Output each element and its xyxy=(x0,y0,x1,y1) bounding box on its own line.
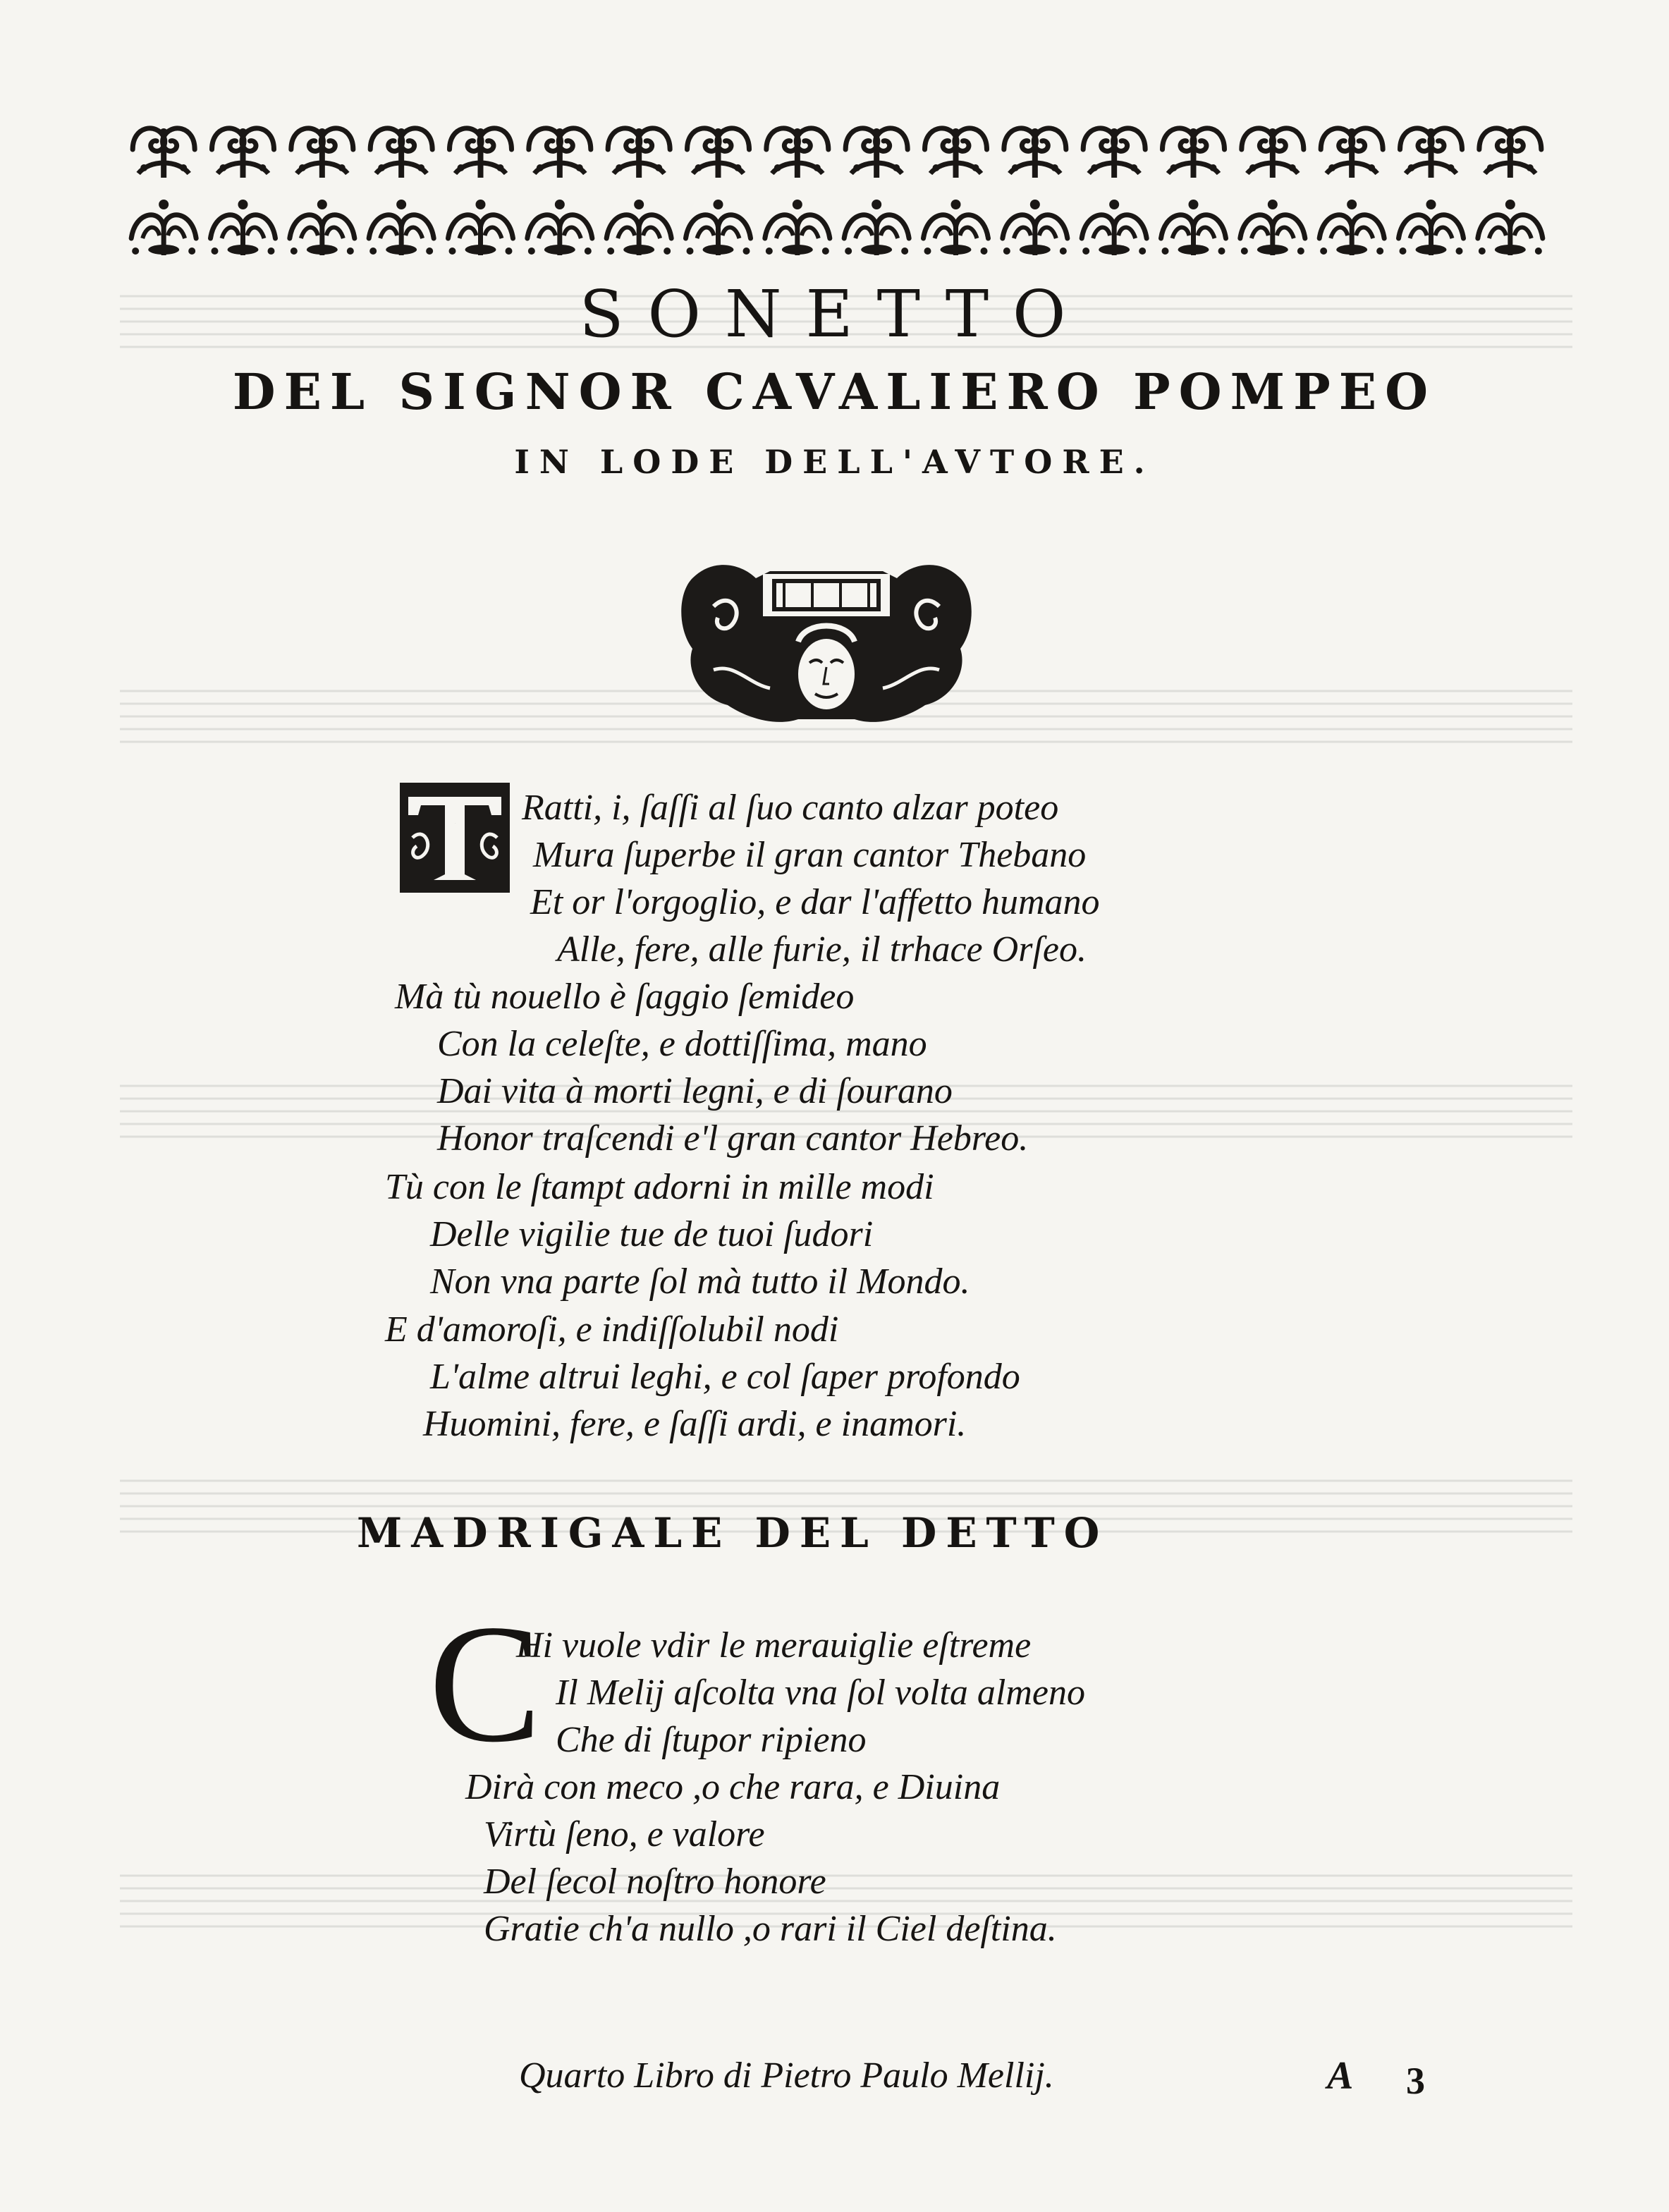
ornament-motif xyxy=(606,200,671,255)
ornament-motif xyxy=(765,200,830,255)
page-number: 3 xyxy=(1406,2060,1425,2102)
sonnet-line: Ratti, i, ſaſſi al ſuo canto alzar poteo xyxy=(522,788,1059,828)
ornament-motif xyxy=(1082,200,1147,255)
madrigal-line: Dirà con meco ,o che rara, e Diuina xyxy=(465,1767,1001,1807)
ornament-motif xyxy=(131,200,196,255)
ornament-motif xyxy=(1240,200,1305,255)
ornament-motif xyxy=(845,128,907,178)
madrigal-line: Che di ſtupor ripieno xyxy=(556,1720,867,1760)
madrigal-line: Il Melij aſcolta vna ſol volta almeno xyxy=(556,1673,1085,1713)
ornament-motif xyxy=(291,128,353,178)
ornament-motif xyxy=(1400,128,1462,178)
ornament-motif xyxy=(369,200,434,255)
ornament-motif xyxy=(1161,200,1226,255)
madrigal-verse xyxy=(465,1622,1085,1953)
ornament-motif xyxy=(687,128,750,178)
sonnet-line: Mura ſuperbe il gran cantor Thebano xyxy=(533,835,1087,875)
sonnet-tercet-1 xyxy=(385,1163,970,1305)
sonnet-stanza-2 xyxy=(395,973,1028,1162)
ornament-motif xyxy=(686,200,751,255)
sonnet-dedication: IN LODE DELL'AVTORE. xyxy=(514,443,1155,481)
ornament-motif xyxy=(448,200,513,255)
ornament-motif xyxy=(1163,128,1225,178)
ornament-motif xyxy=(1242,128,1304,178)
sonnet-line: Tù con le ſtampt adorni in mille modi xyxy=(385,1167,934,1207)
sonnet-subtitle: DEL SIGNOR CAVALIERO POMPEO xyxy=(232,362,1437,421)
ornament-motif xyxy=(212,128,274,178)
sonnet-line: Huomini, fere, e ſaſſi ardi, e inamori. xyxy=(423,1404,967,1444)
ornament-motif xyxy=(1083,128,1145,178)
madrigal-line: Hi vuole vdir le merauiglie eſtreme xyxy=(516,1625,1032,1666)
ornament-motif xyxy=(924,200,989,255)
sonnet-line: Honor traſcendi e'l gran cantor Hebreo. xyxy=(437,1118,1029,1159)
madrigal-line: Del ſecol noſtro honore xyxy=(484,1862,826,1902)
sonnet-tercet-2 xyxy=(385,1306,1020,1448)
sonnet-line: Non vna parte ſol mà tutto il Mondo. xyxy=(430,1261,970,1302)
ornament-motif xyxy=(608,128,670,178)
sonnet-line: L'alme altrui leghi, e col ſaper profondo xyxy=(430,1357,1020,1397)
ornament-motif xyxy=(1003,200,1068,255)
ornament-motif xyxy=(766,128,829,178)
ornament-motif xyxy=(527,200,592,255)
ornament-motif xyxy=(529,128,591,178)
ornament-motif xyxy=(290,200,355,255)
sonnet-line: Alle, fere, alle furie, il trhace Orſeo. xyxy=(557,929,1087,970)
madrigal-line: Gratie ch'a nullo ,o rari il Ciel deſtina. xyxy=(484,1909,1057,1949)
ornament-motif xyxy=(1004,128,1066,178)
ornament-motif xyxy=(925,128,987,178)
sonnet-line: Et or l'orgoglio, e dar l'affetto humano xyxy=(530,882,1100,922)
sonnet-line: Dai vita à morti legni, e di ſourano xyxy=(437,1071,953,1111)
madrigal-initial: C xyxy=(429,1589,542,1777)
ornamental-border-top xyxy=(124,118,1550,181)
sonnet-stanza-1 xyxy=(522,784,1100,973)
sonnet-line: E d'amoroſi, e indiſſolubil nodi xyxy=(385,1309,839,1350)
ornamental-border-bottom xyxy=(124,196,1550,258)
signature-mark: A xyxy=(1327,2054,1354,2098)
ornament-motif xyxy=(1321,128,1383,178)
ornament-motif xyxy=(1319,200,1384,255)
ornament-motif xyxy=(133,128,195,178)
running-title: Quarto Libro di Pietro Paulo Mellij. xyxy=(519,2055,1054,2096)
ornament-motif xyxy=(450,128,512,178)
ornament-motif xyxy=(370,128,432,178)
sonnet-line: Con la celeſte, e dottiſſima, mano xyxy=(437,1024,927,1064)
printer-ornament-mask xyxy=(671,550,982,739)
ornament-motif xyxy=(1399,200,1464,255)
sonnet-line: Delle vigilie tue de tuoi ſudori xyxy=(430,1214,874,1254)
madrigal-line: Virtù ſeno, e valore xyxy=(484,1814,765,1854)
sonnet-line: Mà tù nouello è ſaggio ſemideo xyxy=(395,977,855,1017)
ornament-motif xyxy=(1478,200,1543,255)
sonnet-title: SONETTO xyxy=(579,276,1090,352)
decorated-initial-t xyxy=(398,781,511,894)
ornament-motif xyxy=(1479,128,1541,178)
ornament-motif xyxy=(844,200,909,255)
ornament-motif xyxy=(211,200,276,255)
madrigal-heading: MADRIGALE DEL DETTO xyxy=(357,1509,1109,1557)
